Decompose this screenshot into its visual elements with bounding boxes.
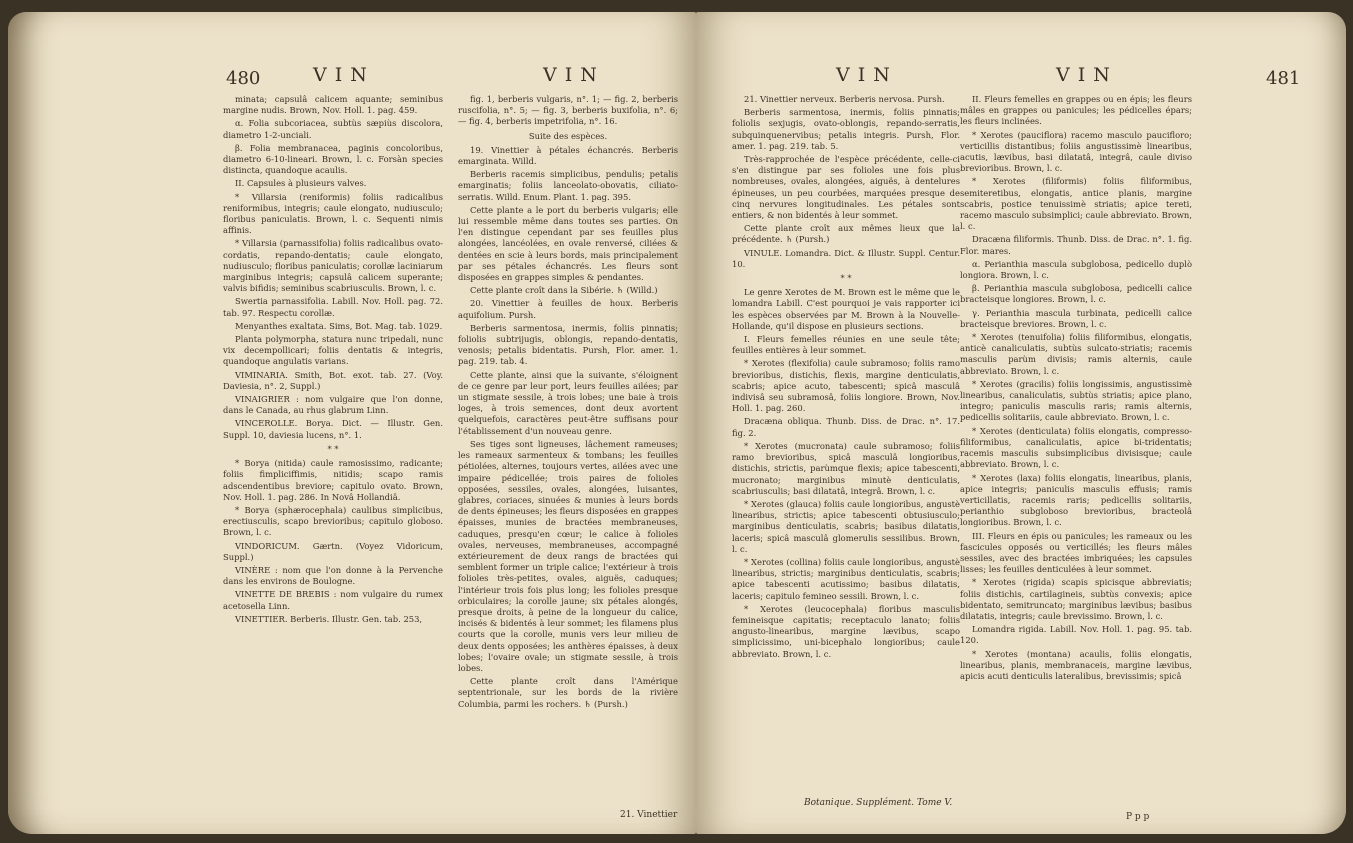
paragraph: * Xerotes (collina) foliis caule longioribus, angustè linearibus, strictis; marginibus denticulatis, scabris; apice tabescenti acutissimo; basibus dilatatis, laceris; capitulo femineo sessili. Brown, l. c.	[732, 556, 960, 601]
paragraph: Suite des espèces.	[528, 130, 608, 141]
paragraph: * Xerotes (gracilis) foliis longissimis, angustissimè linearibus, canaliculatis, subtùs striatis; apice plano, integro; paniculis masculis raris; ramis alternis, pedicellis solitariis, caule abbreviato. Brown, l. c.	[960, 378, 1192, 423]
paragraph: Très-rapprochée de l'espèce précédente, celle-ci s'en distingue par ses folioles une fois plus nombreuses, ovales, alongées, aiguës, à dentelures épineuses, un peu courbées, marquées presque de cinq nervures longitudinales. Les pétales sont entiers, & non bidentés à leur sommet.	[732, 154, 960, 221]
right-running-head-a: VIN	[836, 64, 898, 86]
paragraph: II. Fleurs femelles en grappes ou en épis; les fleurs mâles en grappes ou panicules; les pédicelles épars; les fleurs inclinées.	[960, 94, 1192, 127]
paragraph: VINETTIER. Berberis. Illustr. Gen. tab. 253,	[235, 613, 423, 624]
left-column-1	[223, 94, 443, 627]
right-running-head-b: VIN	[1056, 64, 1118, 86]
paragraph: * Xerotes (montana) acaulis, foliis elongatis, linearibus, planis, membranaceis, margine lævibus, apicis acuti denticulis lateralibus, brevissimis; spicâ	[960, 648, 1192, 681]
paragraph: * Xerotes (filiformis) foliis filiformibus, semiteretibus, elongatis, antice planis, margine scabris, postice tenuissimè striatis; apice tereti, racemo masculo subsimplici; caule abbreviato. Brown, l. c.	[960, 176, 1192, 232]
paragraph: Cette plante croît aux mêmes lieux que la précédente. ♄ (Pursh.)	[732, 223, 960, 245]
signature-mark: P p p	[1126, 812, 1150, 822]
paragraph: II. Capsules à plusieurs valves.	[235, 178, 367, 189]
paragraph: minata; capsulâ calicem aquante; seminibus margine nudis. Brown, Nov. Holl. 1. pag. 459.	[223, 94, 443, 116]
right-column-2	[960, 94, 1192, 684]
paragraph: * Xerotes (rigida) scapis spicisque abbreviatis; foliis distichis, cartilagineis, subtùs convexis; apice bidentato, semitruncato; marginibus lævibus; basibus dilatatis, integris; caule brevissimo. Brown, l. c.	[960, 577, 1192, 621]
left-page-number: 480	[226, 68, 261, 89]
paragraph: * *	[327, 443, 339, 454]
paragraph: VINCEROLLE. Borya. Dict. — Illustr. Gen. Suppl. 10, daviesia lucens, n°. 1.	[223, 418, 443, 440]
paragraph: * Xerotes (leucocephala) floribus masculis femineisque capitatis; receptaculo lanato; foliis angusto-linearibus, margine lævibus, scapo simplicissimo, uni-bicephalo longioribus; caule abbreviato. Brown, l. c.	[732, 603, 960, 659]
left-running-head-b: VIN	[543, 64, 605, 86]
paragraph: Berberis sarmentosa, inermis, foliis pinnatis; foliolis subtrijugis, oblongis, repando-dentatis, venosis; petalis bidentatis. Pursh, Flor. amer. 1. pag. 219. tab. 4.	[458, 322, 678, 367]
paragraph: * *	[840, 273, 852, 284]
right-page-footer: Botanique. Supplément. Tome V.	[804, 798, 953, 808]
paragraph: Berberis racemis simplicibus, pendulis; petalis emarginatis; foliis lanceolato-obovatis, ciliato-serratis. Willd. Enum. Plant. 1. pag. 395.	[458, 169, 678, 202]
paragraph: Dracæna filiformis. Thunb. Diss. de Drac. n°. 1. fig. Flor. mares.	[960, 234, 1192, 256]
paragraph: Dracæna obliqua. Thunb. Diss. de Drac. n°. 17. fig. 2.	[732, 416, 960, 438]
paragraph: * Villarsia (parnassifolia) foliis radicalibus ovato-cordatis, repando-dentatis; caule elongato, nudiusculo; floribus paniculatis; corollæ laciniarum marginibus integris; capsulâ calicem superante; valvis bifidis; seminibus scabriusculis. Brown, l. c.	[223, 238, 443, 294]
paragraph: * Borya (sphærocephala) caulibus simplicibus, erectiusculis, scapo brevioribus; capitulo globoso. Brown, l. c.	[223, 504, 443, 538]
paragraph: * Xerotes (denticulata) foliis elongatis, compresso-filiformibus, canaliculatis, apice bi-tridentatis; racemis masculis subsimplicibus divisisque; caule abbreviato. Brown, l. c.	[960, 425, 1192, 470]
paragraph: VINDORICUM. Gærtn. (Voyez Vidoricum, Suppl.)	[223, 540, 443, 562]
paragraph: 21. Vinettier nerveux. Berberis nervosa. Pursh.	[744, 94, 945, 104]
right-page	[696, 12, 1346, 834]
paragraph: * Xerotes (pauciflora) racemo masculo paucifloro; verticillis distantibus; foliis angustissimè linearibus, acutis, lævibus, basi dilatatâ, integrâ, caule diviso brevioribus. Brown, l. c.	[960, 129, 1192, 174]
paragraph: VINETTE DE BREBIS : nom vulgaire du rumex acetosella Linn.	[223, 589, 443, 611]
paragraph: I. Fleurs femelles réunies en une seule tête; feuilles entières à leur sommet.	[732, 334, 960, 356]
left-column-2	[458, 94, 678, 712]
paragraph: * Borya (nitida) caule ramosissimo, radicante; foliis fimpliciffimis, nitidis; scapo ramis adscendentibus breviore; capitulo ovato. Brown, Nov. Holl. 1. pag. 286. In Novâ Hollandiâ.	[223, 458, 443, 502]
paragraph: Le genre Xerotes de M. Brown est le même que le lomandra Labill. C'est pourquoi je vais rapporter ici les espèces observées par M. Brown à la Nouvelle-Hollande, qu'il dispose en plusieurs sections.	[732, 287, 960, 331]
paragraph: * Xerotes (flexifolia) caule subramoso; foliis ramo brevioribus, distichis, flexis, margine denticulatis, scabris; apice acuto, tabescenti; spicâ masculâ indivisâ seu subramosâ, foliis longiore. Brown, Nov. Holl. 1. pag. 260.	[732, 358, 960, 414]
paragraph: Cette plante, ainsi que la suivante, s'éloignent de ce genre par leur port, leurs feuilles ailées; par un stigmate sessile, à trois lobes; une baie à trois loges, à trois semences, dont deux avortent quelquefois, caractères peut-être suffisans pour l'établissement d'un nouveau genre.	[458, 369, 678, 436]
paragraph: * Xerotes (tenuifolia) foliis filiformibus, elongatis, anticè canaliculatis, subtùs sulcato-striatis; racemis masculis parùm divisis; ramis alternis, caule abbreviato. Brown, l. c.	[960, 332, 1192, 376]
paragraph: fig. 1, berberis vulgaris, n°. 1; — fig. 2, berberis ruscifolia, n°. 5; — fig. 3, berberis buxifolia, n°. 6; — fig. 4, berberis impetrifolia, n°. 16.	[458, 94, 678, 127]
right-page-number: 481	[1266, 68, 1301, 89]
left-running-head-a: VIN	[313, 64, 375, 86]
paragraph: * Xerotes (glauca) foliis caule longioribus, angustè linearibus, strictis; apice tabescenti obtusiusculo; marginibus denticulatis, scabris; basibus dilatatis, laceris; spicâ masculâ glomerulis sessilibus. Brown, l. c.	[732, 498, 960, 554]
paragraph: α. Folia subcoriacea, subtùs sæpiùs discolora, diametro 1-2-unciali.	[223, 118, 443, 140]
paragraph: Menyanthes exaltata. Sims, Bot. Mag. tab. 1029.	[235, 320, 443, 331]
paragraph: VINAIGRIER : nom vulgaire que l'on donne, dans le Canada, au rhus glabrum Linn.	[223, 394, 443, 416]
paragraph: Planta polymorpha, statura nunc tripedali, nunc vix decempollicari; foliis dentatis & integris, quandoque angulatis varians.	[223, 334, 443, 367]
paragraph: Lomandra rigida. Labill. Nov. Holl. 1. pag. 95. tab. 120.	[960, 624, 1192, 646]
paragraph: VIMINARIA. Smith, Bot. exot. tab. 27. (Voy. Daviesia, n°. 2, Suppl.)	[223, 369, 443, 391]
paragraph: β. Folia membranacea, paginis concoloribus, diametro 6-10-lineari. Brown, l. c. Forsàn species distincta, quandoque acaulis.	[223, 142, 443, 176]
paragraph: * Villarsia (reniformis) foliis radicalibus reniformibus, integris; caule elongato, nudiusculo; floribus paniculatis. Brown, l. c. Sequenti nimis affinis.	[223, 191, 443, 236]
paragraph: * Xerotes (mucronata) caule subramoso; foliis ramo brevioribus, spicâ masculâ longioribus, distichis, strictis, parùmque flexis; apice tabescenti, mucronato; marginibus minutè denticulatis, scabriusculis; basi dilatatâ, integrâ. Brown, l. c.	[732, 440, 960, 496]
paragraph: Berberis sarmentosa, inermis, foliis pinnatis; foliolis sexjugis, ovato-oblongis, repando-serratis, subquinquenervibus; petalis integris. Pursh, Flor. amer. 1. pag. 219. tab. 5.	[732, 107, 960, 151]
paragraph: III. Fleurs en épis ou panicules; les rameaux ou les fascicules opposés ou verticillés; les fleurs mâles sessiles, avec des bractées imbriquées; les capsules lisses; les feuilles denticulées à leur sommet.	[960, 530, 1192, 575]
left-catchword: 21. Vinettier	[620, 810, 678, 820]
right-column-1	[732, 94, 960, 662]
paragraph: Cette plante croît dans l'Amérique septentrionale, sur les bords de la rivière Columbia, parmi les rochers. ♄ (Pursh.)	[458, 676, 678, 709]
paragraph: γ. Perianthia mascula turbinata, pedicelli calice bracteisque breviores. Brown, l. c.	[960, 307, 1192, 329]
paragraph: Cette plante croît dans la Sibérie. ♄ (Willd.)	[470, 285, 658, 296]
paragraph: VINULE. Lomandra. Dict. & Illustr. Suppl. Centur. 10.	[732, 247, 960, 269]
paragraph: Swertia parnassifolia. Labill. Nov. Holl. pag. 72. tab. 97. Respectu corollæ.	[223, 296, 443, 318]
paragraph: * Xerotes (laxa) foliis elongatis, linearibus, planis, apice integris; paniculis masculis effusis; ramis verticillatis, racemis raris; pedicellis solitariis, perianthio subgloboso brevioribus, bracteolâ longioribus. Brown, l. c.	[960, 472, 1192, 528]
paragraph: 19. Vinettier à pétales échancrés. Berberis emarginata. Willd.	[458, 144, 678, 167]
left-page	[8, 12, 696, 834]
paragraph: Ses tiges sont ligneuses, lâchement rameuses; les rameaux sarmenteux & tombans; les feuilles pétiolées, alternes, toujours vertes, ailées avec une impaire pédicellée; trois paires de folioles opposées, sessiles, ovales, alongées, luisantes, glabres, coriaces, sinuées & munies à leurs bords de dents épineuses; les fleurs disposées en grappes épaisses, munies de bractées membraneuses, caduques, presqu'en cœur; le calice à folioles ovales, nerveuses, membraneuses, accompagné extérieurement de deux rangs de bractées qui semblent former un triple calice; l'extérieur à trois folioles très-petites, ovales, aiguës, caduques; l'intérieur trois fois plus long; les folioles presque orbiculaires; la corolle jaune; six pétales alongés, presque droits, à peine de la longueur du calice, incisés & bidentés à leur sommet; les filamens plus courts que la corolle, munis vers leur milieu de deux dents opposées; les anthères épaisses, à deux lobes; l'ovaire ovale; un stigmate sessile, à trois lobes.	[458, 438, 678, 673]
paragraph: Cette plante a le port du berberis vulgaris; elle lui ressemble même dans toutes ses parties. On l'en distingue cependant par ses feuilles plus alongées, lancéolées, en ovale renversé, ciliées & dentées en scie à leurs bords, mais principalement par ses pétales échancrés. Les fleurs sont disposées en grappes simples & pendantes.	[458, 204, 678, 283]
paragraph: 20. Vinettier à feuilles de houx. Berberis aquifolium. Pursh.	[458, 298, 678, 320]
paragraph: β. Perianthia mascula subglobosa, pedicelli calice bracteisque longiores. Brown, l. c.	[960, 283, 1192, 305]
paragraph: VINÈRE : nom que l'on donne à la Pervenche dans les environs de Boulogne.	[223, 564, 443, 587]
paragraph: α. Perianthia mascula subglobosa, pedicello duplò longiora. Brown, l. c.	[960, 258, 1192, 281]
